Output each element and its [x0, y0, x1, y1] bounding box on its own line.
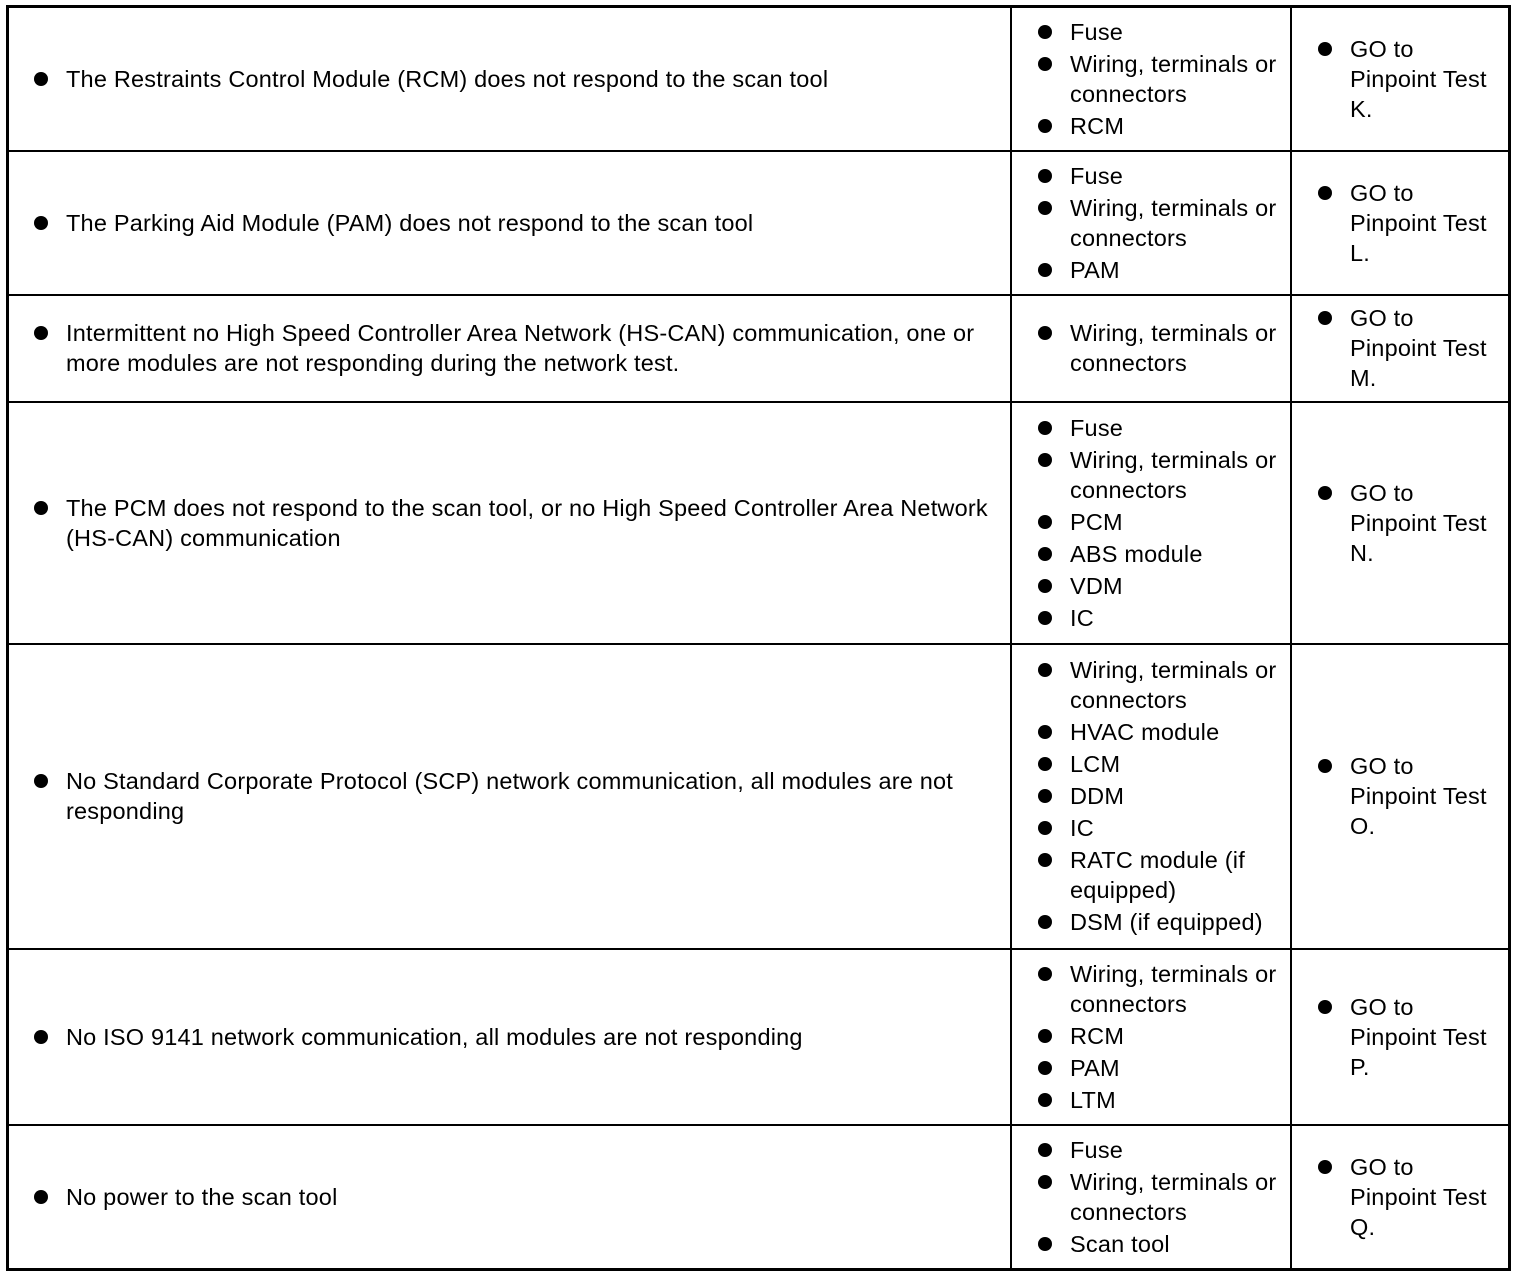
symptom-text: The Parking Aid Module (PAM) does not respond to the scan tool — [9, 208, 1010, 238]
table-row — [8, 644, 1510, 949]
possible-source-item: Wiring, terminals or connectors — [1012, 1167, 1290, 1227]
table-row — [8, 295, 1510, 402]
action-text: GO to Pinpoint Test L. — [1292, 178, 1508, 268]
symptom-text: No ISO 9141 network communication, all modules are not responding — [9, 1022, 1010, 1052]
table-row — [8, 949, 1510, 1125]
symptom-cell — [8, 7, 1012, 151]
possible-source-item: Wiring, terminals or connectors — [1012, 49, 1290, 109]
possible-source-item: LTM — [1012, 1085, 1290, 1115]
possible-source-item: PAM — [1012, 1053, 1290, 1083]
symptom-chart-table — [6, 5, 1511, 1271]
table-row — [8, 7, 1510, 151]
possible-source-cell — [1011, 402, 1291, 644]
action-cell — [1291, 151, 1510, 295]
possible-source-cell — [1011, 295, 1291, 402]
table-row — [8, 151, 1510, 295]
action-cell — [1291, 1125, 1510, 1270]
possible-source-item: Wiring, terminals or connectors — [1012, 655, 1290, 715]
symptom-cell — [8, 151, 1012, 295]
possible-source-item: Fuse — [1012, 1135, 1290, 1165]
symptom-text: No power to the scan tool — [9, 1182, 1010, 1212]
action-cell — [1291, 7, 1510, 151]
action-text: GO to Pinpoint Test Q. — [1292, 1152, 1508, 1242]
possible-source-cell — [1011, 949, 1291, 1125]
table-row — [8, 402, 1510, 644]
possible-source-item: Wiring, terminals or connectors — [1012, 193, 1290, 253]
possible-source-item: Fuse — [1012, 17, 1290, 47]
symptom-cell — [8, 949, 1012, 1125]
symptom-cell — [8, 402, 1012, 644]
table-row — [8, 1125, 1510, 1270]
symptom-cell — [8, 1125, 1012, 1270]
possible-source-item: Scan tool — [1012, 1229, 1290, 1259]
action-text: GO to Pinpoint Test M. — [1292, 303, 1508, 393]
action-cell — [1291, 295, 1510, 402]
possible-source-item: Fuse — [1012, 413, 1290, 443]
action-text: GO to Pinpoint Test P. — [1292, 992, 1508, 1082]
possible-source-item: VDM — [1012, 571, 1290, 601]
possible-source-item: DSM (if equipped) — [1012, 907, 1290, 937]
possible-source-cell — [1011, 1125, 1291, 1270]
possible-source-item: LCM — [1012, 749, 1290, 779]
possible-source-item: DDM — [1012, 781, 1290, 811]
possible-source-item: ABS module — [1012, 539, 1290, 569]
action-text: GO to Pinpoint Test N. — [1292, 478, 1508, 568]
possible-source-item: Wiring, terminals or connectors — [1012, 959, 1290, 1019]
symptom-text: No Standard Corporate Protocol (SCP) network communication, all modules are not responding — [9, 766, 1010, 826]
symptom-cell — [8, 644, 1012, 949]
action-cell — [1291, 949, 1510, 1125]
possible-source-item: PCM — [1012, 507, 1290, 537]
possible-source-item: RATC module (if equipped) — [1012, 845, 1290, 905]
symptom-text: The Restraints Control Module (RCM) does not respond to the scan tool — [9, 64, 1010, 94]
action-text: GO to Pinpoint Test O. — [1292, 751, 1508, 841]
possible-source-item: RCM — [1012, 111, 1290, 141]
symptom-text: Intermittent no High Speed Controller Area Network (HS-CAN) communication, one or more modules are not responding during the network test. — [9, 318, 1010, 378]
possible-source-cell — [1011, 7, 1291, 151]
action-cell — [1291, 402, 1510, 644]
action-text: GO to Pinpoint Test K. — [1292, 34, 1508, 124]
possible-source-item: Fuse — [1012, 161, 1290, 191]
possible-source-item: PAM — [1012, 255, 1290, 285]
possible-source-item: IC — [1012, 813, 1290, 843]
possible-source-item: Wiring, terminals or connectors — [1012, 318, 1290, 378]
possible-source-item: Wiring, terminals or connectors — [1012, 445, 1290, 505]
symptom-text: The PCM does not respond to the scan tool, or no High Speed Controller Area Network (HS-CAN) communication — [9, 493, 1010, 553]
symptom-cell — [8, 295, 1012, 402]
possible-source-item: IC — [1012, 603, 1290, 633]
action-cell — [1291, 644, 1510, 949]
possible-source-item: HVAC module — [1012, 717, 1290, 747]
possible-source-cell — [1011, 644, 1291, 949]
possible-source-item: RCM — [1012, 1021, 1290, 1051]
possible-source-cell — [1011, 151, 1291, 295]
